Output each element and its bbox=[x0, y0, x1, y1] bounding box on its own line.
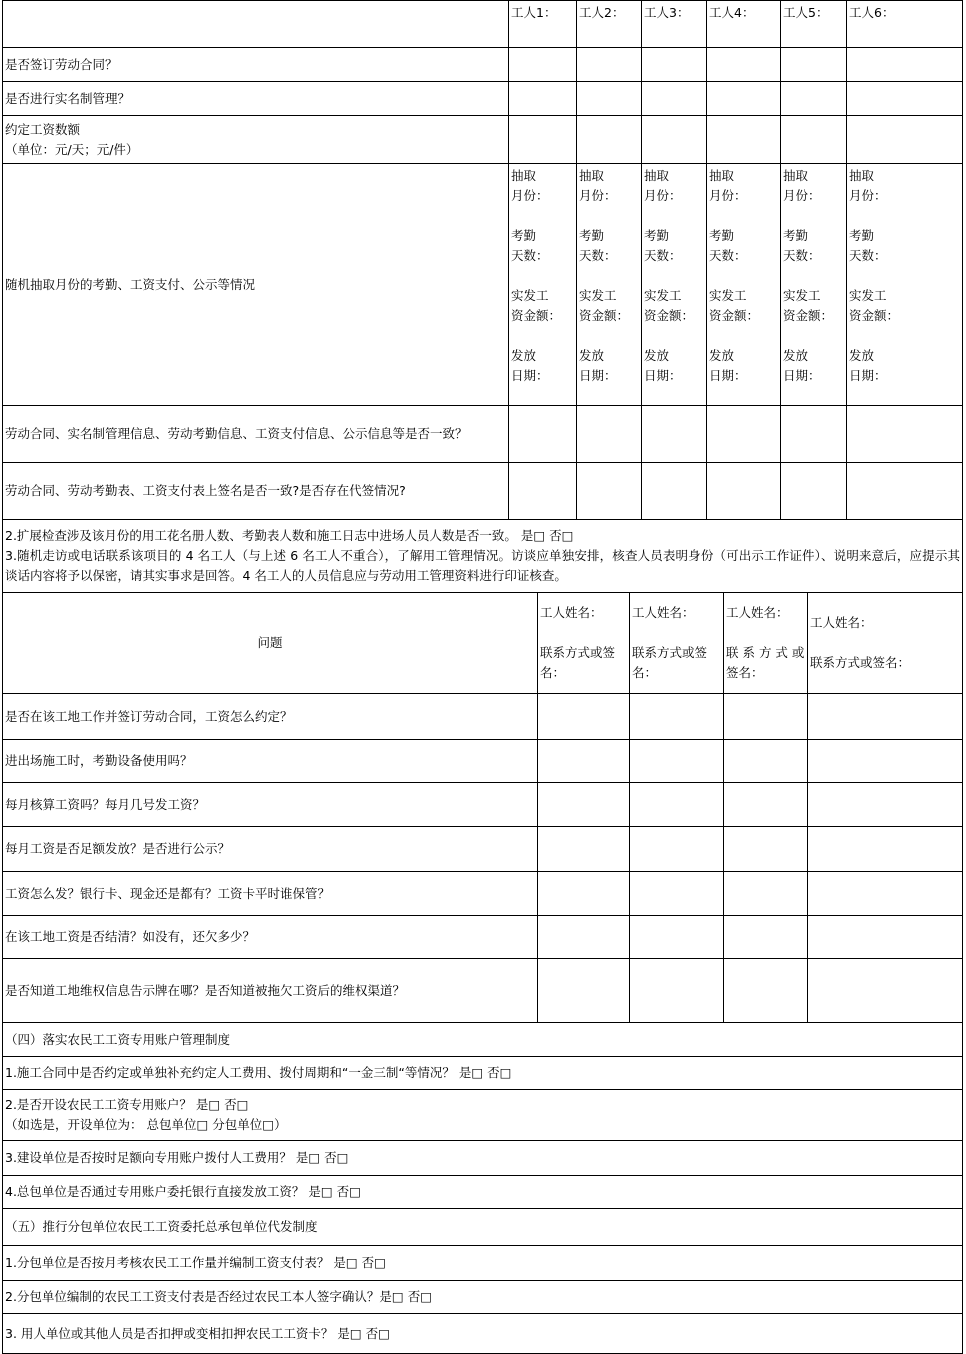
check-item[interactable]: 2.是否开设农民工工资专用账户？ 是□ 否□ （如选是，开设单位为： 总包单位□ 分包单位□） bbox=[3, 1090, 963, 1141]
answer-cell[interactable] bbox=[538, 694, 630, 740]
row-label-signature: 劳动合同、劳动考勤表、工资支付表上签名是否一致?是否存在代签情况? bbox=[3, 463, 509, 520]
check-item[interactable]: 1.施工合同中是否约定或单独补充约定人工费用、拨付周期和“一金三制“等情况？ 是□ 否□ bbox=[3, 1057, 963, 1090]
input-cell[interactable] bbox=[707, 48, 781, 82]
interviewee-header-4: 工人姓名： 联系方式或签名： bbox=[808, 593, 963, 694]
answer-cell[interactable] bbox=[724, 959, 808, 1023]
answer-cell[interactable] bbox=[538, 916, 630, 959]
input-cell[interactable] bbox=[642, 82, 707, 116]
answer-cell[interactable] bbox=[630, 740, 724, 783]
answer-cell[interactable] bbox=[538, 740, 630, 783]
row-label-wage: 约定工资数额 （单位：元/天；元/件） bbox=[3, 116, 509, 164]
answer-cell[interactable] bbox=[538, 872, 630, 916]
question-label: 工资怎么发？银行卡、现金还是都有？工资卡平时谁保管？ bbox=[3, 872, 538, 916]
interview-table bbox=[2, 592, 963, 1023]
table-row bbox=[3, 1057, 963, 1090]
table-row bbox=[3, 1281, 963, 1314]
input-cell[interactable] bbox=[642, 463, 707, 520]
input-cell[interactable] bbox=[577, 463, 642, 520]
answer-cell[interactable] bbox=[808, 916, 963, 959]
input-cell[interactable] bbox=[847, 116, 963, 164]
input-cell[interactable] bbox=[642, 48, 707, 82]
input-cell[interactable] bbox=[577, 82, 642, 116]
worker-header-5: 工人5： bbox=[781, 1, 847, 48]
input-cell[interactable] bbox=[847, 82, 963, 116]
input-cell[interactable] bbox=[577, 406, 642, 463]
note-item-2: 2.扩展检查涉及该月份的用工花名册人数、考勤表人数和施工日志中进场人员人数是否一致。 是□ 否□ bbox=[5, 528, 574, 543]
input-cell[interactable] bbox=[781, 463, 847, 520]
table-row bbox=[3, 1176, 963, 1209]
table-row bbox=[3, 1090, 963, 1141]
note-item-3: 3.随机走访或电话联系该项目的 4 名工人（与上述 6 名工人不重合），了解用工管理情况。访谈应单独安排，核查人员表明身份（可出示工作证件）、说明来意后，应提示其谈话内容将予以保密，请其实事求是回答。4 名工人的人员信息应与劳动用工管理资料进行印证核查。 bbox=[5, 548, 960, 583]
answer-cell[interactable] bbox=[538, 783, 630, 827]
table-row bbox=[3, 164, 963, 406]
check-item[interactable]: 1.分包单位是否按月考核农民工工作量并编制工资支付表？ 是□ 否□ bbox=[3, 1246, 963, 1281]
table-row bbox=[3, 82, 963, 116]
section-heading-4: （四）落实农民工工资专用账户管理制度 bbox=[3, 1023, 963, 1057]
table-row bbox=[3, 1141, 963, 1176]
input-cell[interactable] bbox=[781, 82, 847, 116]
input-cell[interactable] bbox=[707, 82, 781, 116]
answer-cell[interactable] bbox=[808, 872, 963, 916]
answer-cell[interactable] bbox=[630, 694, 724, 740]
answer-cell[interactable] bbox=[630, 827, 724, 872]
check-item[interactable]: 3. 用人单位或其他人员是否扣押或变相扣押农民工工资卡？ 是□ 否□ bbox=[3, 1314, 963, 1354]
row-label-consistency: 劳动合同、实名制管理信息、劳动考勤信息、工资支付信息、公示信息等是否一致？ bbox=[3, 406, 509, 463]
check-item[interactable]: 2.分包单位编制的农民工工资支付表是否经过农民工本人签字确认？是□ 否□ bbox=[3, 1281, 963, 1314]
table-row bbox=[3, 959, 963, 1023]
input-cell[interactable] bbox=[642, 116, 707, 164]
input-cell[interactable] bbox=[509, 406, 577, 463]
answer-cell[interactable] bbox=[724, 916, 808, 959]
interviewee-header-1: 工人姓名： 联系方式或签名： bbox=[538, 593, 630, 694]
input-cell[interactable] bbox=[781, 406, 847, 463]
answer-cell[interactable] bbox=[724, 783, 808, 827]
input-cell[interactable] bbox=[707, 463, 781, 520]
section-heading-5: （五）推行分包单位农民工工资委托总承包单位代发制度 bbox=[3, 1209, 963, 1246]
input-cell[interactable] bbox=[577, 116, 642, 164]
input-cell[interactable] bbox=[509, 82, 577, 116]
answer-cell[interactable] bbox=[808, 783, 963, 827]
row-label-realname: 是否进行实名制管理？ bbox=[3, 82, 509, 116]
interview-header-row bbox=[3, 593, 963, 694]
table-row bbox=[3, 694, 963, 740]
input-cell[interactable] bbox=[847, 48, 963, 82]
answer-cell[interactable] bbox=[808, 740, 963, 783]
question-label: 在该工地工资是否结清？如没有，还欠多少？ bbox=[3, 916, 538, 959]
worker-header-row bbox=[3, 1, 963, 48]
answer-cell[interactable] bbox=[538, 827, 630, 872]
worker-header-1: 工人1： bbox=[509, 1, 577, 48]
answer-cell[interactable] bbox=[538, 959, 630, 1023]
answer-cell[interactable] bbox=[724, 694, 808, 740]
answer-cell[interactable] bbox=[808, 694, 963, 740]
worker-sample-table bbox=[2, 0, 963, 593]
sample-cell[interactable]: 抽取 月份： 考勤 天数： 实发工 资金额： 发放 日期： bbox=[642, 164, 707, 406]
question-label: 进出场施工时，考勤设备使用吗？ bbox=[3, 740, 538, 783]
question-label: 每月工资是否足额发放？是否进行公示？ bbox=[3, 827, 538, 872]
question-header: 问题 bbox=[3, 593, 538, 694]
question-label: 每月核算工资吗？每月几号发工资？ bbox=[3, 783, 538, 827]
table-row bbox=[3, 48, 963, 82]
input-cell[interactable] bbox=[509, 116, 577, 164]
answer-cell[interactable] bbox=[630, 872, 724, 916]
input-cell[interactable] bbox=[781, 48, 847, 82]
input-cell[interactable] bbox=[509, 48, 577, 82]
worker-header-6: 工人6： bbox=[847, 1, 963, 48]
answer-cell[interactable] bbox=[808, 827, 963, 872]
table-row bbox=[3, 783, 963, 827]
table-row bbox=[3, 1209, 963, 1246]
input-cell[interactable] bbox=[509, 463, 577, 520]
notes-row bbox=[3, 520, 963, 593]
input-cell[interactable] bbox=[707, 406, 781, 463]
table-row bbox=[3, 463, 963, 520]
table-row bbox=[3, 406, 963, 463]
input-cell[interactable] bbox=[847, 406, 963, 463]
corner-cell bbox=[3, 1, 509, 48]
table-row bbox=[3, 916, 963, 959]
answer-cell[interactable] bbox=[724, 827, 808, 872]
input-cell[interactable] bbox=[707, 116, 781, 164]
input-cell[interactable] bbox=[781, 116, 847, 164]
question-label: 是否在该工地工作并签订劳动合同，工资怎么约定？ bbox=[3, 694, 538, 740]
worker-header-4: 工人4： bbox=[707, 1, 781, 48]
table-row bbox=[3, 116, 963, 164]
table-row bbox=[3, 740, 963, 783]
interviewee-header-2: 工人姓名： 联系方式或签名： bbox=[630, 593, 724, 694]
account-management-table bbox=[2, 1022, 963, 1354]
check-item[interactable]: 3.建设单位是否按时足额向专用账户拨付人工费用？ 是□ 否□ bbox=[3, 1141, 963, 1176]
answer-cell[interactable] bbox=[724, 872, 808, 916]
input-cell[interactable] bbox=[577, 48, 642, 82]
row-label-sample: 随机抽取月份的考勤、工资支付、公示等情况 bbox=[3, 164, 509, 406]
table-row bbox=[3, 872, 963, 916]
input-cell[interactable] bbox=[847, 463, 963, 520]
answer-cell[interactable] bbox=[630, 783, 724, 827]
answer-cell[interactable] bbox=[724, 740, 808, 783]
interviewee-header-3: 工人姓名： 联 系 方 式 或签名： bbox=[724, 593, 808, 694]
answer-cell[interactable] bbox=[808, 959, 963, 1023]
sample-cell[interactable]: 抽取 月份： 考勤 天数： 实发工 资金额： 发放 日期： bbox=[847, 164, 963, 406]
sample-cell[interactable]: 抽取 月份： 考勤 天数： 实发工 资金额： 发放 日期： bbox=[509, 164, 577, 406]
worker-header-3: 工人3： bbox=[642, 1, 707, 48]
sample-cell[interactable]: 抽取 月份： 考勤 天数： 实发工 资金额： 发放 日期： bbox=[781, 164, 847, 406]
answer-cell[interactable] bbox=[630, 916, 724, 959]
worker-header-2: 工人2： bbox=[577, 1, 642, 48]
table-row bbox=[3, 827, 963, 872]
notes-cell bbox=[3, 520, 963, 593]
row-label-contract: 是否签订劳动合同？ bbox=[3, 48, 509, 82]
sample-cell[interactable]: 抽取 月份： 考勤 天数： 实发工 资金额： 发放 日期： bbox=[577, 164, 642, 406]
table-row bbox=[3, 1023, 963, 1057]
input-cell[interactable] bbox=[642, 406, 707, 463]
table-row bbox=[3, 1314, 963, 1354]
table-row bbox=[3, 1246, 963, 1281]
question-label: 是否知道工地维权信息告示牌在哪？是否知道被拖欠工资后的维权渠道？ bbox=[3, 959, 538, 1023]
check-item[interactable]: 4.总包单位是否通过专用账户委托银行直接发放工资？ 是□ 否□ bbox=[3, 1176, 963, 1209]
sample-cell[interactable]: 抽取 月份： 考勤 天数： 实发工 资金额： 发放 日期： bbox=[707, 164, 781, 406]
answer-cell[interactable] bbox=[630, 959, 724, 1023]
